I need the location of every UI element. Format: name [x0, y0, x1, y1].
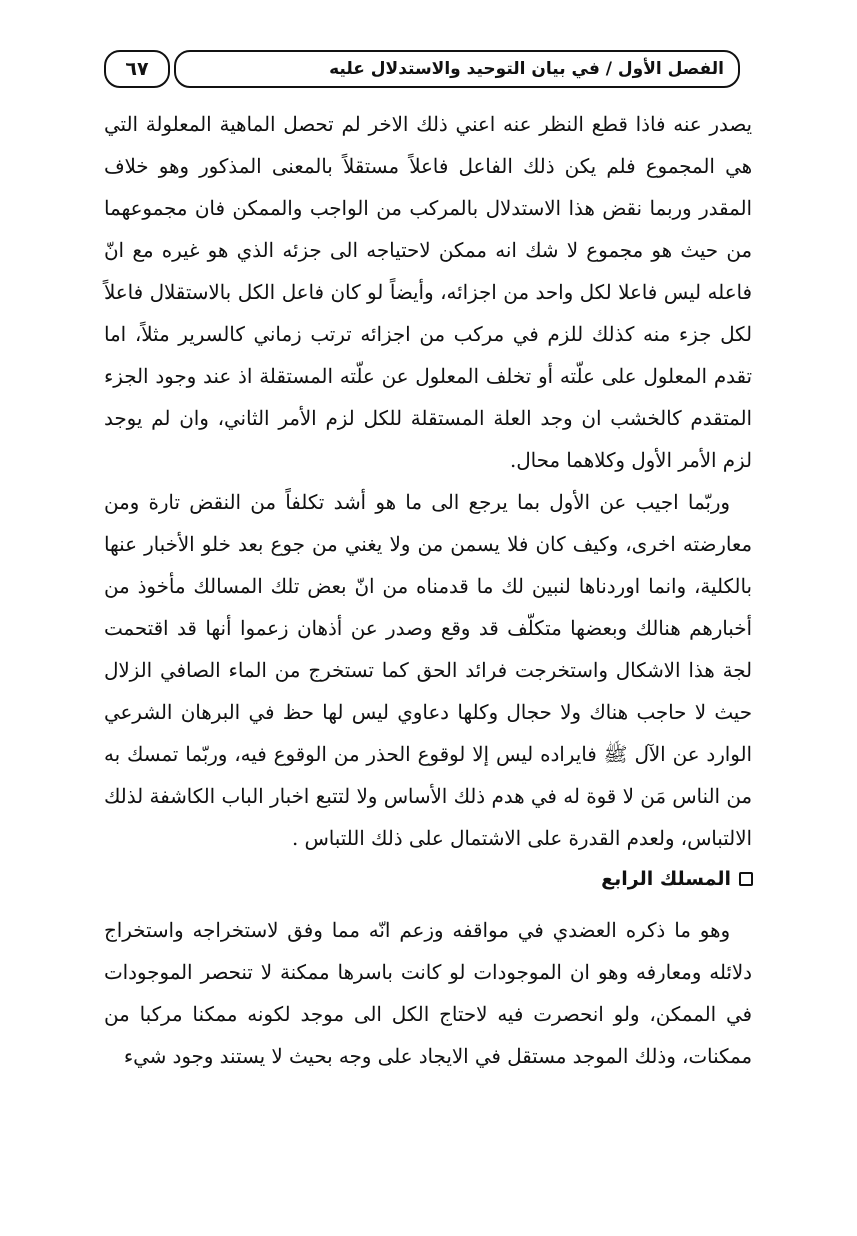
page-header — [104, 44, 740, 94]
paragraph-2-block — [104, 482, 752, 860]
paragraph-3-block — [104, 910, 752, 1078]
paragraph-1: يصدر عنه فاذا قطع النظر عنه اعني ذلك الاخر لم تحصل الماهية المعلولة التي هي المجموع فلم يكن ذلك الفاعل فاعلاً مستقلاً بالمعنى المذكور وهو خلاف المقدر وربما نقض هذا الاستدلال بالمركب من الواجب والممكن فان مجموعهما من حيث هو مجموع لا شك انه ممكن لاحتياجه الى جزئه الذي هو غيره مع انّ فاعله ليس فاعلا لكل واحد من اجزائه، وأيضاً لو كان فاعل الكل بالاستقلال فاعلاً لكل جزء منه كذلك للزم في مركب من اجزائه ترتب زماني كالسرير مثلاً، اما تقدم المعلول على علّته أو تخلف المعلول عن علّته المستقلة اذ عند وجود الجزء المتقدم كالخشب ان وجد العلة المستقلة للكل لزم الأمر الثاني، وان لم يوجد لزم الأمر الأول وكلاهما محال. — [104, 113, 752, 472]
square-bullet-icon — [739, 872, 753, 886]
section-heading — [601, 868, 753, 890]
page-number: ٦٧ — [104, 50, 170, 88]
paragraph-3: وهو ما ذكره العضدي في مواقفه وزعم انّه مما وفق لاستخراجه واستخراج دلائله ومعارفه وهو ان الموجودات لو كانت باسرها ممكنة لا تنحصر الموجودات في الممكن، ولو انحصرت فيه لاحتاج الكل الى موجد لكونه ممكنا مركبا من ممكنات، وذلك الموجد مستقل في الايجاد على وجه بحيث لا يستند وجود شيء — [104, 919, 752, 1068]
paragraph-2: وربّما اجيب عن الأول بما يرجع الى ما هو أشد تكلفاً من النقض تارة ومن معارضته اخرى، وكيف كان فلا يسمن من ولا يغني من جوع بعد خلو الأخبار عنها بالكلية، وانما اوردناها لنبين لك ما قدمناه من انّ بعض تلك المسالك مأخوذ من أخبارهم هنالك وبعضها متكلّف قد وقع وصدر عن أذهان زعموا أنها قد اقتحمت لجة هذا الاشكال واستخرجت فرائد الحق كما تستخرج من الماء الصافي الزلال حيث لا حاجب هناك ولا حجال وكلها دعاوي ليس لها حظ في البرهان الشرعي الوارد عن الآل ﷺ فايراده ليس إلا لوقوع الحذر من الوقوع فيه، وربّما تمسك به من الناس مَن لا قوة له في هدم ذلك الأساس ولا لتتبع اخبار الباب الكاشفة لذلك الالتباس، ولعدم القدرة على الاشتمال على ذلك اللتباس . — [104, 491, 752, 850]
section-heading-text: المسلك الرابع — [601, 868, 731, 890]
paragraph-1-block — [104, 104, 752, 482]
running-title: الفصل الأول / في بيان التوحيد والاستدلال عليه — [174, 50, 740, 88]
